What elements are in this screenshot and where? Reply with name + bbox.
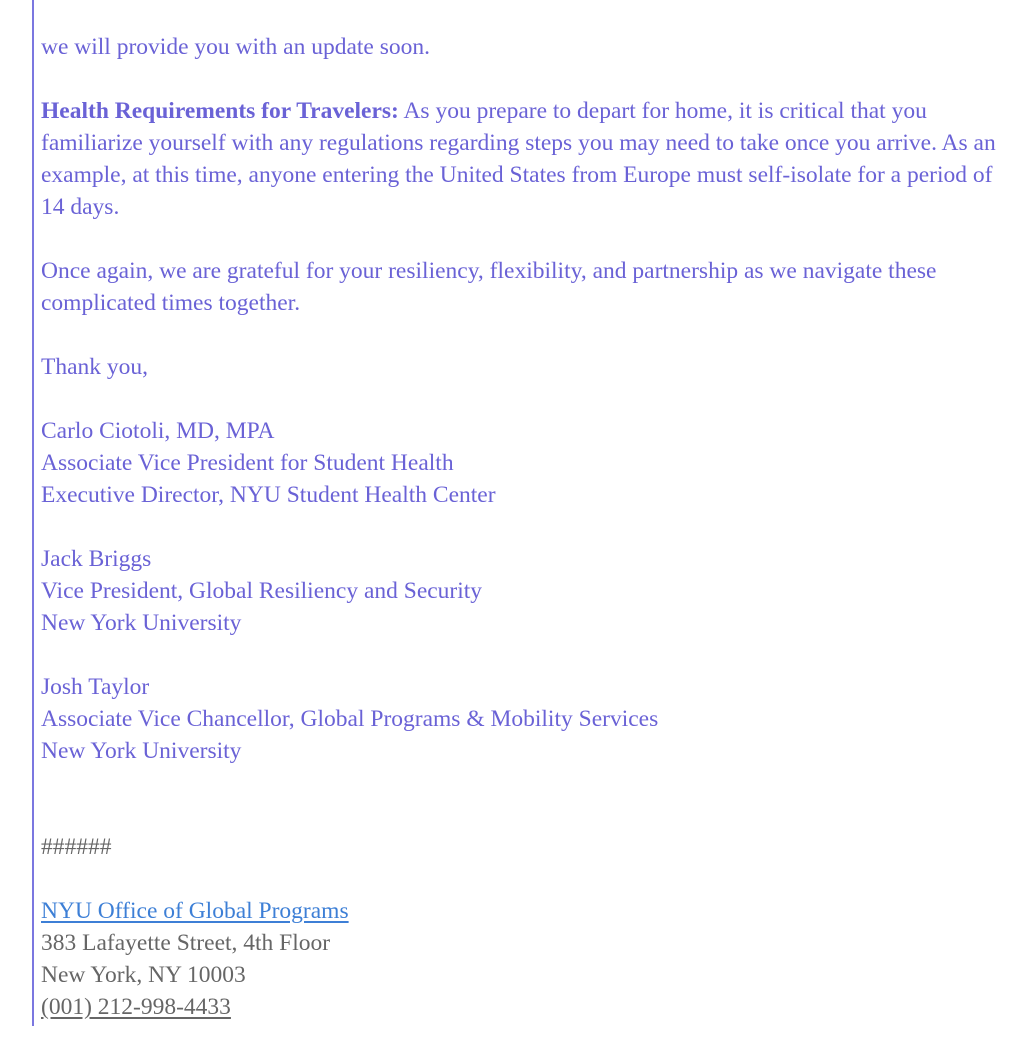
- signature-title: Associate Vice Chancellor, Global Programs & Mobility Services: [41, 706, 659, 732]
- office-footer: [41, 895, 1016, 1023]
- signature-title: Vice President, Global Resiliency and Security: [41, 578, 483, 604]
- spacer: [41, 383, 1016, 415]
- spacer: [41, 639, 1016, 671]
- office-address-line: New York, NY 10003: [41, 962, 246, 988]
- health-requirements-body: As you prepare to depart for home, it is critical that you familiarize yourself with any regulations regarding steps you may need to take once you arrive. As an example, at this time, anyone entering the United States from Europe must self-isolate for a period of 14 days.: [41, 98, 996, 220]
- signature-block: [41, 415, 1016, 511]
- office-phone-link[interactable]: (001) 212-998-4433: [41, 994, 231, 1020]
- quoted-message-body: [41, 31, 1016, 1023]
- signature-block: [41, 671, 1016, 767]
- closing-line: Thank you,: [41, 354, 149, 380]
- office-link[interactable]: NYU Office of Global Programs: [41, 898, 349, 924]
- signature-block: [41, 543, 1016, 639]
- spacer: [41, 767, 1016, 831]
- signature-title: New York University: [41, 738, 242, 764]
- health-requirements-heading: Health Requirements for Travelers:: [41, 98, 399, 124]
- spacer: [41, 863, 1016, 895]
- spacer: [41, 319, 1016, 351]
- signature-title: Executive Director, NYU Student Health Center: [41, 482, 496, 508]
- gratitude-paragraph: Once again, we are grateful for your resiliency, flexibility, and partnership as we navigate these complicated times together.: [41, 258, 937, 316]
- signature-name: Jack Briggs: [41, 546, 152, 572]
- spacer: [41, 511, 1016, 543]
- health-requirements-paragraph: [41, 95, 1016, 223]
- intro-line: we will provide you with an update soon.: [41, 34, 430, 60]
- signature-title: Associate Vice President for Student Health: [41, 450, 454, 476]
- separator: ######: [41, 834, 112, 860]
- office-address-line: 383 Lafayette Street, 4th Floor: [41, 930, 331, 956]
- spacer: [41, 223, 1016, 255]
- signature-title: New York University: [41, 610, 242, 636]
- signature-name: Carlo Ciotoli, MD, MPA: [41, 418, 275, 444]
- signature-name: Josh Taylor: [41, 674, 150, 700]
- spacer: [41, 63, 1016, 95]
